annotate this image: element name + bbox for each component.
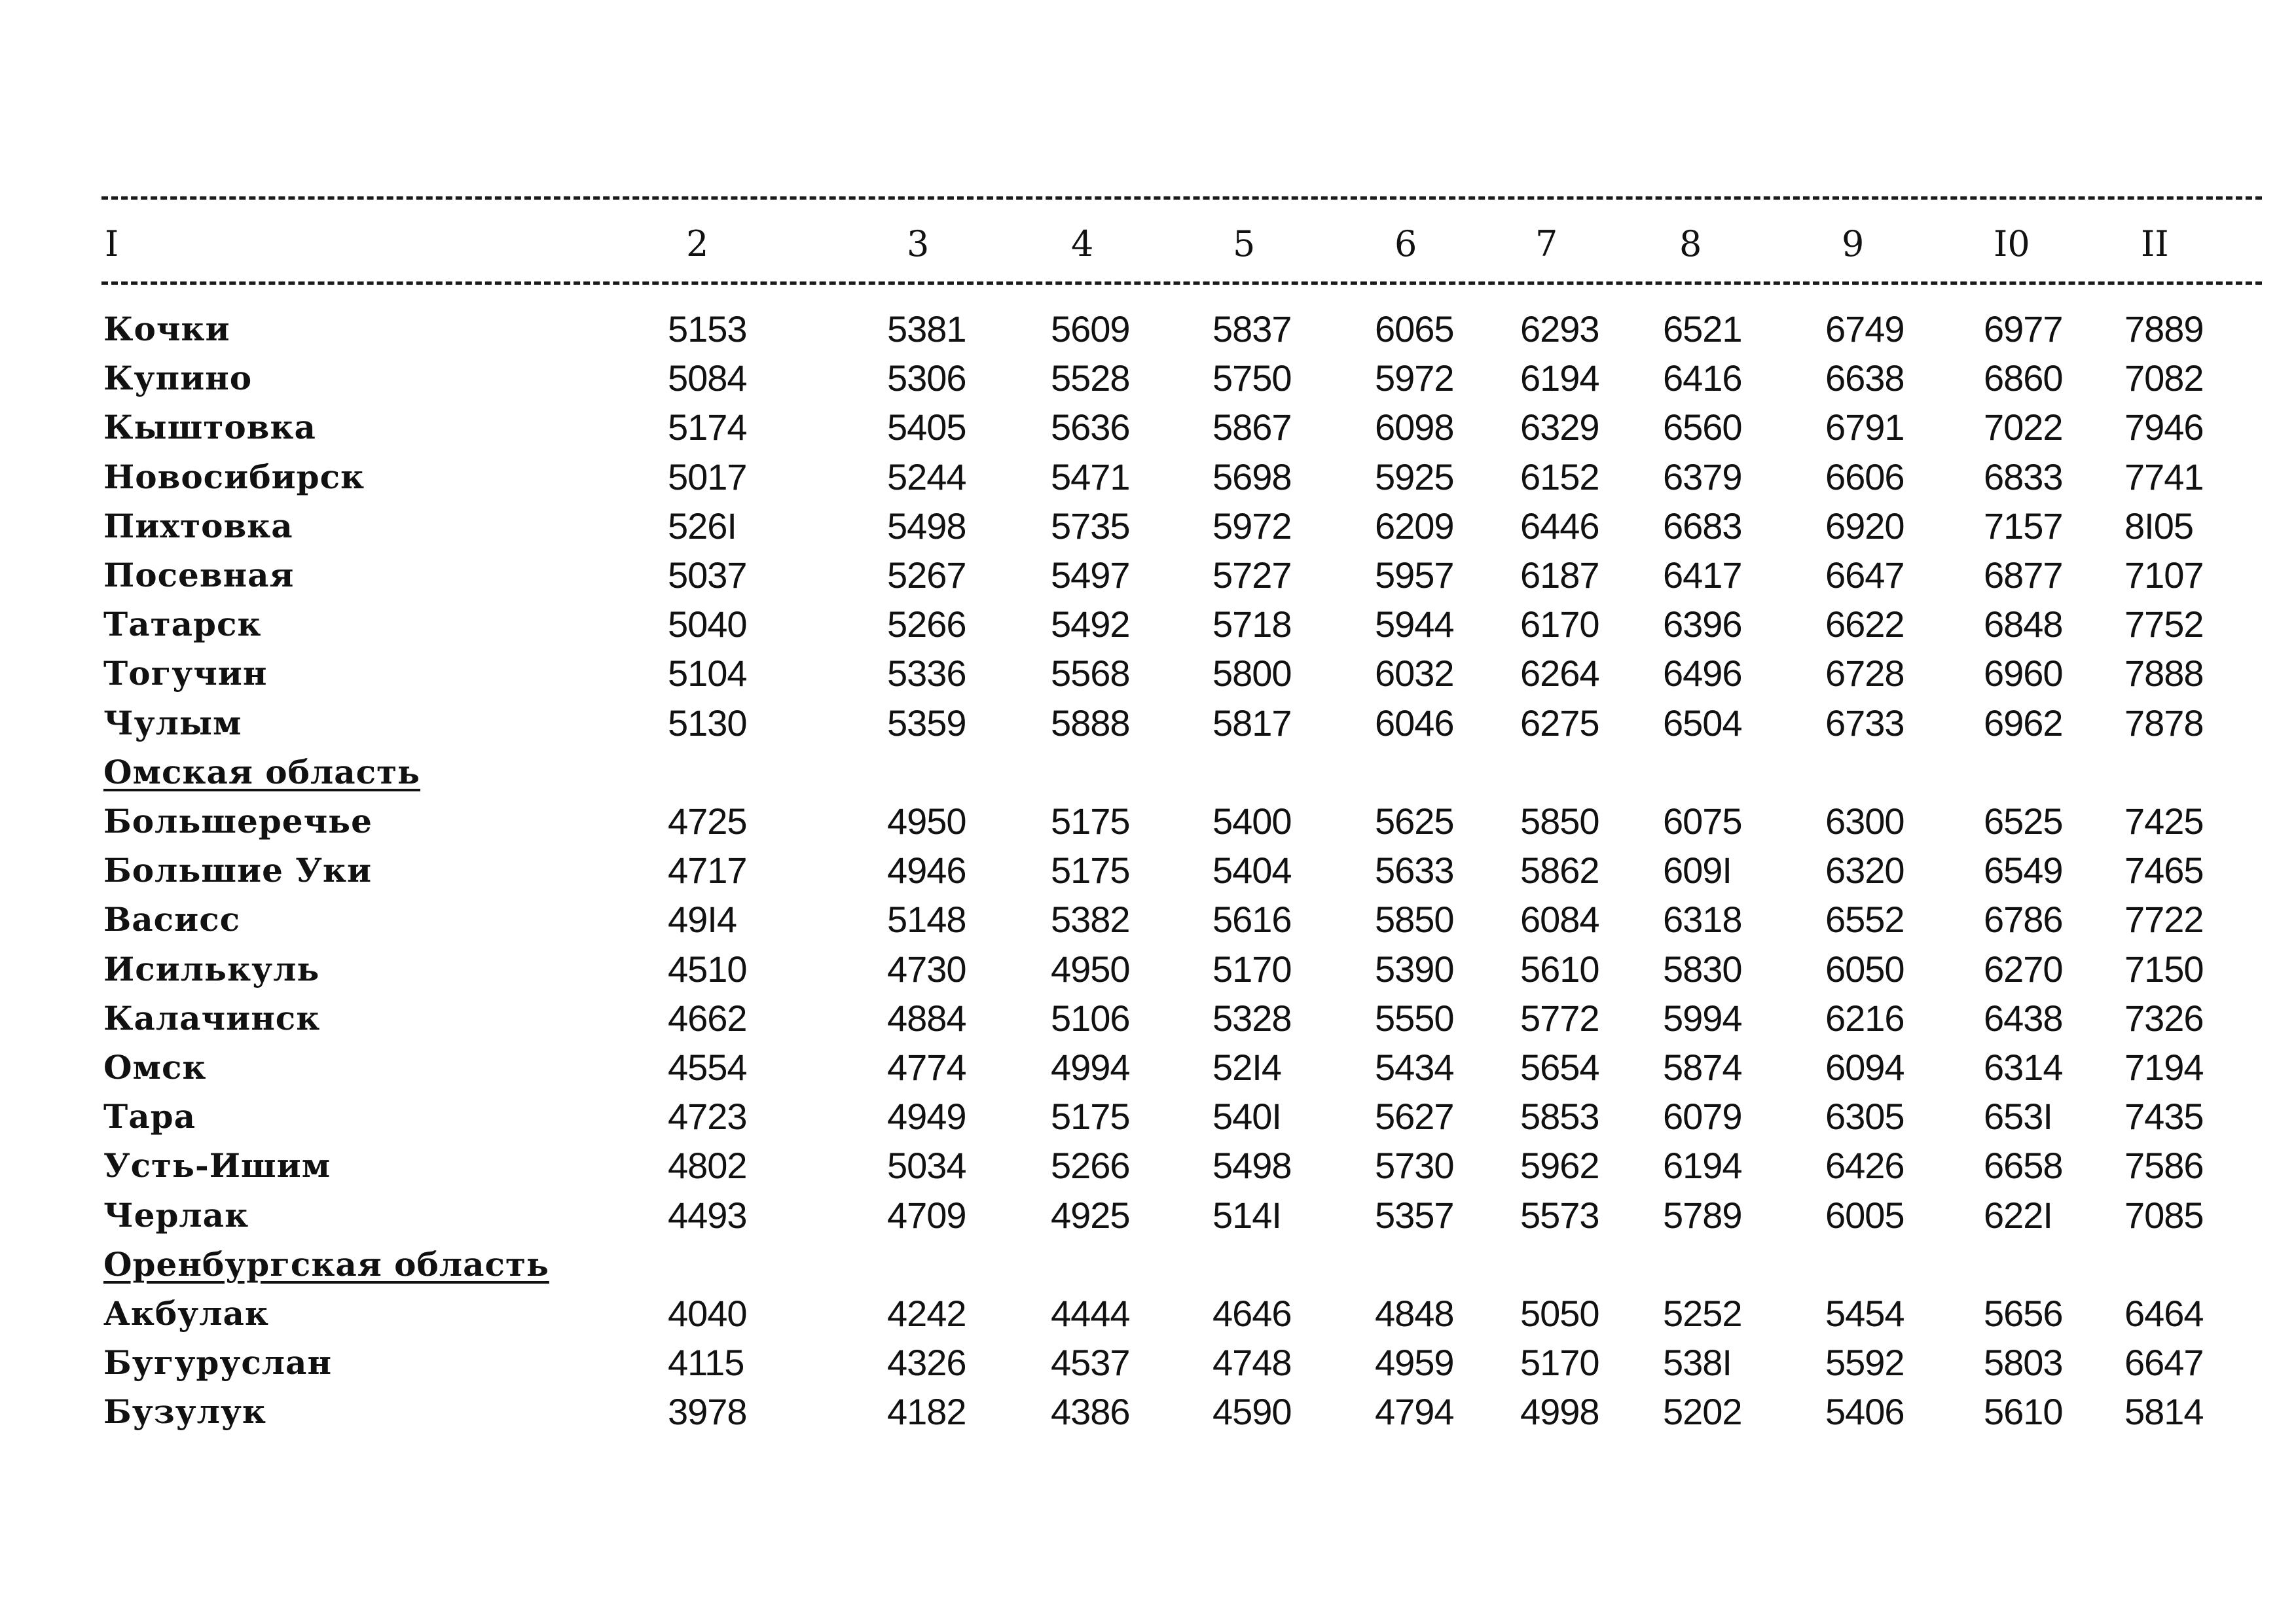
value-cell-col-7: 5850 (1520, 801, 1599, 842)
value-cell-col-3: 4884 (887, 998, 966, 1039)
value-cell-col-2: 4493 (668, 1195, 747, 1236)
value-cell-col-11: 7425 (2124, 801, 2204, 842)
value-cell-col-11: 7107 (2124, 554, 2204, 596)
value-cell-col-2: 4115 (668, 1342, 744, 1383)
value-cell-col-3: 4774 (887, 1047, 966, 1088)
value-cell-col-9: 6426 (1825, 1145, 1904, 1186)
table-row (0, 895, 2296, 944)
value-cell-col-4: 5175 (1051, 1096, 1130, 1137)
value-cell-col-7: 5962 (1520, 1145, 1599, 1186)
value-cell-col-6: 5390 (1375, 948, 1454, 990)
city-name: Бузулук (103, 1392, 267, 1431)
value-cell-col-7: 6329 (1520, 406, 1599, 448)
value-cell-col-3: 4326 (887, 1342, 966, 1383)
value-cell-col-4: 5888 (1051, 702, 1130, 744)
value-cell-col-4: 5568 (1051, 653, 1130, 694)
value-cell-col-6: 6098 (1375, 406, 1454, 448)
value-cell-col-7: 6446 (1520, 505, 1599, 547)
value-cell-col-3: 5405 (887, 406, 966, 448)
city-name: Большеречье (103, 802, 373, 840)
value-cell-col-10: 7157 (1984, 505, 2063, 547)
value-cell-col-10: 5656 (1984, 1293, 2063, 1334)
value-cell-col-11: 7946 (2124, 406, 2204, 448)
value-cell-col-11: 7085 (2124, 1195, 2204, 1236)
value-cell-col-11: 5814 (2124, 1391, 2204, 1432)
value-cell-col-11: 7889 (2124, 308, 2204, 350)
value-cell-col-2: 4510 (668, 948, 747, 990)
value-cell-col-5: 5800 (1212, 653, 1292, 694)
table-row (0, 403, 2296, 452)
value-cell-col-8: 6075 (1663, 801, 1742, 842)
value-cell-col-3: 5148 (887, 899, 966, 940)
city-name: Большие Уки (103, 851, 373, 890)
table-row (0, 304, 2296, 353)
value-cell-col-9: 6216 (1825, 998, 1904, 1039)
value-cell-col-10: 7022 (1984, 406, 2063, 448)
value-cell-col-11: 8I05 (2124, 505, 2193, 547)
value-cell-col-10: 6977 (1984, 308, 2063, 350)
value-cell-col-11: 7082 (2124, 357, 2204, 399)
value-cell-col-7: 5050 (1520, 1293, 1599, 1334)
header-col-4: 4 (1071, 223, 1094, 264)
value-cell-col-7: 6293 (1520, 308, 1599, 350)
header-col-7: 7 (1535, 223, 1558, 264)
value-cell-col-4: 5175 (1051, 801, 1130, 842)
value-cell-col-3: 4242 (887, 1293, 966, 1334)
value-cell-col-2: 4040 (668, 1293, 747, 1334)
table-row (0, 649, 2296, 698)
table-row (0, 1387, 2296, 1436)
value-cell-col-2: 5174 (668, 406, 747, 448)
value-cell-col-8: 6683 (1663, 505, 1742, 547)
region-heading-row (0, 1240, 2296, 1289)
value-cell-col-5: 5498 (1212, 1145, 1292, 1186)
value-cell-col-8: 6194 (1663, 1145, 1742, 1186)
value-cell-col-11: 7586 (2124, 1145, 2204, 1186)
city-name: Исилькуль (103, 950, 320, 988)
value-cell-col-11: 7888 (2124, 653, 2204, 694)
value-cell-col-10: 6314 (1984, 1047, 2063, 1088)
value-cell-col-10: 6833 (1984, 456, 2063, 497)
value-cell-col-8: 6318 (1663, 899, 1742, 940)
value-cell-col-2: 5153 (668, 308, 747, 350)
city-name: Новосибирск (103, 458, 365, 496)
value-cell-col-6: 5625 (1375, 801, 1454, 842)
value-cell-col-7: 6152 (1520, 456, 1599, 497)
value-cell-col-7: 5772 (1520, 998, 1599, 1039)
value-cell-col-9: 6791 (1825, 406, 1904, 448)
value-cell-col-9: 5406 (1825, 1391, 1904, 1432)
value-cell-col-8: 6496 (1663, 653, 1742, 694)
value-cell-col-9: 6647 (1825, 554, 1904, 596)
value-cell-col-5: 52I4 (1212, 1047, 1281, 1088)
value-cell-col-3: 5498 (887, 505, 966, 547)
value-cell-col-8: 6504 (1663, 702, 1742, 744)
value-cell-col-5: 4590 (1212, 1391, 1292, 1432)
value-cell-col-2: 4554 (668, 1047, 747, 1088)
value-cell-col-4: 5497 (1051, 554, 1130, 596)
table-row (0, 501, 2296, 550)
value-cell-col-5: 5750 (1212, 357, 1292, 399)
value-cell-col-8: 6079 (1663, 1096, 1742, 1137)
value-cell-col-6: 5850 (1375, 899, 1454, 940)
value-cell-col-10: 6438 (1984, 998, 2063, 1039)
header-col-6: 6 (1394, 223, 1417, 264)
value-cell-col-7: 5610 (1520, 948, 1599, 990)
value-cell-col-8: 5252 (1663, 1293, 1742, 1334)
value-cell-col-3: 5034 (887, 1145, 966, 1186)
table-row (0, 550, 2296, 600)
value-cell-col-6: 6032 (1375, 653, 1454, 694)
value-cell-col-2: 526I (668, 505, 737, 547)
value-cell-col-2: 49I4 (668, 899, 737, 940)
city-name: Чулым (103, 704, 242, 742)
city-name: Пихтовка (103, 507, 293, 545)
value-cell-col-10: 6877 (1984, 554, 2063, 596)
city-name: Тогучин (103, 654, 268, 693)
value-cell-col-2: 4717 (668, 850, 747, 891)
value-cell-col-4: 5636 (1051, 406, 1130, 448)
value-cell-col-10: 6786 (1984, 899, 2063, 940)
table-row (0, 1289, 2296, 1338)
city-name: Тара (103, 1097, 196, 1136)
value-cell-col-6: 5357 (1375, 1195, 1454, 1236)
value-cell-col-7: 6264 (1520, 653, 1599, 694)
value-cell-col-10: 653I (1984, 1096, 2052, 1137)
value-cell-col-4: 5175 (1051, 850, 1130, 891)
value-cell-col-3: 4709 (887, 1195, 966, 1236)
header-row (0, 219, 2296, 268)
value-cell-col-3: 4946 (887, 850, 966, 891)
value-cell-col-9: 6638 (1825, 357, 1904, 399)
value-cell-col-2: 5084 (668, 357, 747, 399)
value-cell-col-10: 6960 (1984, 653, 2063, 694)
value-cell-col-9: 5454 (1825, 1293, 1904, 1334)
table-row (0, 1092, 2296, 1141)
city-name: Бугуруслан (103, 1343, 333, 1382)
value-cell-col-4: 5528 (1051, 357, 1130, 399)
header-col-10: I0 (1994, 223, 2030, 264)
value-cell-col-4: 5382 (1051, 899, 1130, 940)
value-cell-col-4: 5471 (1051, 456, 1130, 497)
value-cell-col-7: 6194 (1520, 357, 1599, 399)
value-cell-col-9: 6305 (1825, 1096, 1904, 1137)
value-cell-col-5: 5328 (1212, 998, 1292, 1039)
value-cell-col-9: 6320 (1825, 850, 1904, 891)
value-cell-col-11: 7150 (2124, 948, 2204, 990)
value-cell-col-10: 6658 (1984, 1145, 2063, 1186)
header-col-9: 9 (1842, 223, 1865, 264)
value-cell-col-9: 6050 (1825, 948, 1904, 990)
value-cell-col-10: 622I (1984, 1195, 2052, 1236)
value-cell-col-6: 6046 (1375, 702, 1454, 744)
value-cell-col-8: 6521 (1663, 308, 1742, 350)
value-cell-col-4: 5492 (1051, 604, 1130, 645)
value-cell-col-3: 4182 (887, 1391, 966, 1432)
value-cell-col-6: 5972 (1375, 357, 1454, 399)
city-name: Васисс (103, 900, 241, 939)
value-cell-col-7: 5654 (1520, 1047, 1599, 1088)
value-cell-col-9: 6005 (1825, 1195, 1904, 1236)
value-cell-col-8: 609I (1663, 850, 1732, 891)
city-name: Татарск (103, 605, 262, 643)
value-cell-col-2: 5104 (668, 653, 747, 694)
value-cell-col-5: 5170 (1212, 948, 1292, 990)
header-col-2: 2 (686, 223, 709, 264)
value-cell-col-10: 6860 (1984, 357, 2063, 399)
value-cell-col-5: 5698 (1212, 456, 1292, 497)
value-cell-col-9: 6733 (1825, 702, 1904, 744)
value-cell-col-6: 6209 (1375, 505, 1454, 547)
value-cell-col-8: 6396 (1663, 604, 1742, 645)
value-cell-col-6: 5730 (1375, 1145, 1454, 1186)
value-cell-col-11: 7722 (2124, 899, 2204, 940)
value-cell-col-5: 540I (1212, 1096, 1281, 1137)
table-row (0, 1141, 2296, 1190)
value-cell-col-7: 5573 (1520, 1195, 1599, 1236)
value-cell-col-5: 5867 (1212, 406, 1292, 448)
city-name: Омск (103, 1048, 207, 1087)
value-cell-col-9: 5592 (1825, 1342, 1904, 1383)
value-cell-col-4: 5735 (1051, 505, 1130, 547)
value-cell-col-4: 4925 (1051, 1195, 1130, 1236)
region-heading-row (0, 748, 2296, 797)
value-cell-col-3: 4949 (887, 1096, 966, 1137)
value-cell-col-10: 6549 (1984, 850, 2063, 891)
value-cell-col-8: 5874 (1663, 1047, 1742, 1088)
region-heading: Оренбургская область (103, 1245, 549, 1284)
value-cell-col-6: 5925 (1375, 456, 1454, 497)
value-cell-col-6: 5944 (1375, 604, 1454, 645)
value-cell-col-6: 5550 (1375, 998, 1454, 1039)
value-cell-col-4: 5266 (1051, 1145, 1130, 1186)
value-cell-col-5: 5972 (1212, 505, 1292, 547)
value-cell-col-11: 7194 (2124, 1047, 2204, 1088)
header-col-11: II (2141, 223, 2169, 264)
value-cell-col-4: 4537 (1051, 1342, 1130, 1383)
value-cell-col-8: 5789 (1663, 1195, 1742, 1236)
value-cell-col-11: 7465 (2124, 850, 2204, 891)
table-row (0, 797, 2296, 846)
top-rule (101, 196, 2262, 200)
value-cell-col-9: 6606 (1825, 456, 1904, 497)
value-cell-col-9: 6622 (1825, 604, 1904, 645)
value-cell-col-7: 6084 (1520, 899, 1599, 940)
value-cell-col-8: 538I (1663, 1342, 1732, 1383)
value-cell-col-6: 5633 (1375, 850, 1454, 891)
value-cell-col-10: 6962 (1984, 702, 2063, 744)
value-cell-col-9: 6728 (1825, 653, 1904, 694)
city-name: Акбулак (103, 1294, 269, 1333)
city-name: Купино (103, 359, 253, 397)
city-name: Посевная (103, 556, 295, 594)
value-cell-col-5: 5837 (1212, 308, 1292, 350)
value-cell-col-3: 4730 (887, 948, 966, 990)
value-cell-col-9: 6300 (1825, 801, 1904, 842)
value-cell-col-7: 6187 (1520, 554, 1599, 596)
value-cell-col-8: 6416 (1663, 357, 1742, 399)
value-cell-col-6: 5434 (1375, 1047, 1454, 1088)
value-cell-col-6: 5957 (1375, 554, 1454, 596)
header-col-1: I (105, 223, 119, 264)
value-cell-col-7: 4998 (1520, 1391, 1599, 1432)
value-cell-col-7: 6170 (1520, 604, 1599, 645)
value-cell-col-6: 4848 (1375, 1293, 1454, 1334)
table-row (0, 1043, 2296, 1092)
table-row (0, 846, 2296, 895)
value-cell-col-4: 5609 (1051, 308, 1130, 350)
header-col-5: 5 (1233, 223, 1256, 264)
value-cell-col-9: 6749 (1825, 308, 1904, 350)
header-col-8: 8 (1679, 223, 1702, 264)
region-heading: Омская область (103, 753, 420, 791)
value-cell-col-7: 6275 (1520, 702, 1599, 744)
value-cell-col-6: 6065 (1375, 308, 1454, 350)
value-cell-col-10: 6270 (1984, 948, 2063, 990)
value-cell-col-4: 5106 (1051, 998, 1130, 1039)
value-cell-col-2: 4802 (668, 1145, 747, 1186)
value-cell-col-5: 5817 (1212, 702, 1292, 744)
table-row (0, 945, 2296, 994)
table-row (0, 1338, 2296, 1387)
value-cell-col-6: 4959 (1375, 1342, 1454, 1383)
value-cell-col-11: 7326 (2124, 998, 2204, 1039)
value-cell-col-5: 5404 (1212, 850, 1292, 891)
value-cell-col-11: 7878 (2124, 702, 2204, 744)
table-row (0, 1191, 2296, 1240)
value-cell-col-10: 5610 (1984, 1391, 2063, 1432)
value-cell-col-9: 6094 (1825, 1047, 1904, 1088)
value-cell-col-5: 514I (1212, 1195, 1281, 1236)
value-cell-col-3: 5267 (887, 554, 966, 596)
value-cell-col-3: 4950 (887, 801, 966, 842)
value-cell-col-3: 5336 (887, 653, 966, 694)
value-cell-col-11: 7752 (2124, 604, 2204, 645)
value-cell-col-3: 5359 (887, 702, 966, 744)
value-cell-col-8: 5994 (1663, 998, 1742, 1039)
value-cell-col-11: 6464 (2124, 1293, 2204, 1334)
value-cell-col-3: 5381 (887, 308, 966, 350)
table-row (0, 353, 2296, 403)
value-cell-col-10: 6525 (1984, 801, 2063, 842)
city-name: Черлак (103, 1196, 249, 1235)
value-cell-col-3: 5266 (887, 604, 966, 645)
value-cell-col-8: 6417 (1663, 554, 1742, 596)
value-cell-col-2: 4725 (668, 801, 747, 842)
value-cell-col-5: 5727 (1212, 554, 1292, 596)
city-name: Кыштовка (103, 408, 316, 446)
value-cell-col-5: 5400 (1212, 801, 1292, 842)
value-cell-col-7: 5862 (1520, 850, 1599, 891)
value-cell-col-2: 4723 (668, 1096, 747, 1137)
value-cell-col-11: 7435 (2124, 1096, 2204, 1137)
value-cell-col-4: 4950 (1051, 948, 1130, 990)
table-row (0, 600, 2296, 649)
value-cell-col-6: 5627 (1375, 1096, 1454, 1137)
table-row (0, 994, 2296, 1043)
value-cell-col-3: 5306 (887, 357, 966, 399)
value-cell-col-5: 4646 (1212, 1293, 1292, 1334)
header-rule (101, 281, 2262, 285)
value-cell-col-2: 5017 (668, 456, 747, 497)
value-cell-col-10: 6848 (1984, 604, 2063, 645)
value-cell-col-2: 3978 (668, 1391, 747, 1432)
value-cell-col-4: 4386 (1051, 1391, 1130, 1432)
value-cell-col-8: 6560 (1663, 406, 1742, 448)
value-cell-col-5: 5616 (1212, 899, 1292, 940)
value-cell-col-10: 5803 (1984, 1342, 2063, 1383)
value-cell-col-6: 4794 (1375, 1391, 1454, 1432)
value-cell-col-2: 5040 (668, 604, 747, 645)
value-cell-col-8: 5202 (1663, 1391, 1742, 1432)
value-cell-col-5: 4748 (1212, 1342, 1292, 1383)
city-name: Калачинск (103, 999, 321, 1038)
value-cell-col-2: 5037 (668, 554, 747, 596)
value-cell-col-4: 4444 (1051, 1293, 1130, 1334)
value-cell-col-8: 6379 (1663, 456, 1742, 497)
table-row (0, 452, 2296, 501)
value-cell-col-11: 7741 (2124, 456, 2204, 497)
value-cell-col-9: 6552 (1825, 899, 1904, 940)
city-name: Кочки (103, 310, 230, 348)
value-cell-col-2: 4662 (668, 998, 747, 1039)
table-row (0, 698, 2296, 748)
value-cell-col-8: 5830 (1663, 948, 1742, 990)
value-cell-col-11: 6647 (2124, 1342, 2204, 1383)
city-name: Усть-Ишим (103, 1146, 331, 1185)
value-cell-col-4: 4994 (1051, 1047, 1130, 1088)
value-cell-col-5: 5718 (1212, 604, 1292, 645)
value-cell-col-2: 5130 (668, 702, 747, 744)
value-cell-col-7: 5170 (1520, 1342, 1599, 1383)
value-cell-col-3: 5244 (887, 456, 966, 497)
value-cell-col-7: 5853 (1520, 1096, 1599, 1137)
header-col-3: 3 (907, 223, 930, 264)
value-cell-col-9: 6920 (1825, 505, 1904, 547)
